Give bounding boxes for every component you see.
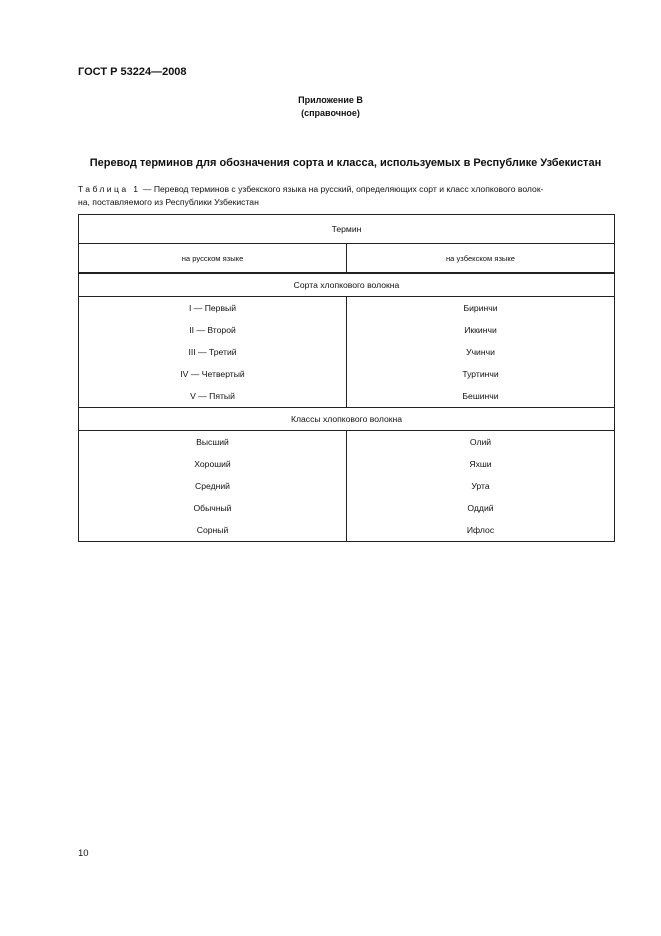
terms-table	[78, 214, 615, 542]
table-row	[79, 475, 615, 497]
section-header-grades: Сорта хлопкового волокна	[79, 273, 615, 297]
table-row	[79, 497, 615, 519]
page-number: 10	[78, 848, 89, 859]
table-row	[79, 519, 615, 542]
cell-russian: IV — Четвертый	[79, 363, 347, 385]
table-caption-text: — Перевод терминов с узбекского языка на русский, определяющих сорт и класс хлопкового волок-	[140, 184, 544, 194]
cell-uzbek: Биринчи	[347, 297, 615, 320]
cell-uzbek: Бешинчи	[347, 385, 615, 408]
cell-russian: III — Третий	[79, 341, 347, 363]
table-caption-label: Таблица 1	[78, 184, 141, 194]
cell-uzbek: Олий	[347, 431, 615, 454]
cell-uzbek: Учинчи	[347, 341, 615, 363]
cell-russian: II — Второй	[79, 319, 347, 341]
table-caption-text-line2: на, поставляемого из Республики Узбекистан	[78, 197, 259, 207]
cell-uzbek: Яхши	[347, 453, 615, 475]
section-header-classes: Классы хлопкового волокна	[79, 408, 615, 431]
column-header-uzbek: на узбекском языке	[347, 244, 615, 274]
cell-russian: V — Пятый	[79, 385, 347, 408]
document-title: Перевод терминов для обозначения сорта и класса, используемых в Республике Узбекистан	[89, 157, 602, 169]
table-row	[79, 297, 615, 320]
appendix-title: Приложение В	[298, 95, 363, 105]
table-row	[79, 363, 615, 385]
table-row	[79, 319, 615, 341]
cell-uzbek: Ифлос	[347, 519, 615, 542]
table-row	[79, 385, 615, 408]
table-header-term: Термин	[79, 215, 615, 244]
table-row	[79, 341, 615, 363]
standard-id: ГОСТ Р 53224—2008	[78, 66, 187, 78]
table-row	[79, 453, 615, 475]
cell-russian: Хороший	[79, 453, 347, 475]
table-caption	[78, 183, 618, 209]
cell-uzbek: Туртинчи	[347, 363, 615, 385]
appendix-type: (справочное)	[301, 108, 360, 118]
table-row	[79, 431, 615, 454]
cell-russian: I — Первый	[79, 297, 347, 320]
column-header-russian: на русском языке	[79, 244, 347, 274]
cell-russian: Высший	[79, 431, 347, 454]
cell-uzbek: Оддий	[347, 497, 615, 519]
cell-uzbek: Урта	[347, 475, 615, 497]
cell-russian: Обычный	[79, 497, 347, 519]
cell-uzbek: Иккинчи	[347, 319, 615, 341]
cell-russian: Средний	[79, 475, 347, 497]
cell-russian: Сорный	[79, 519, 347, 542]
